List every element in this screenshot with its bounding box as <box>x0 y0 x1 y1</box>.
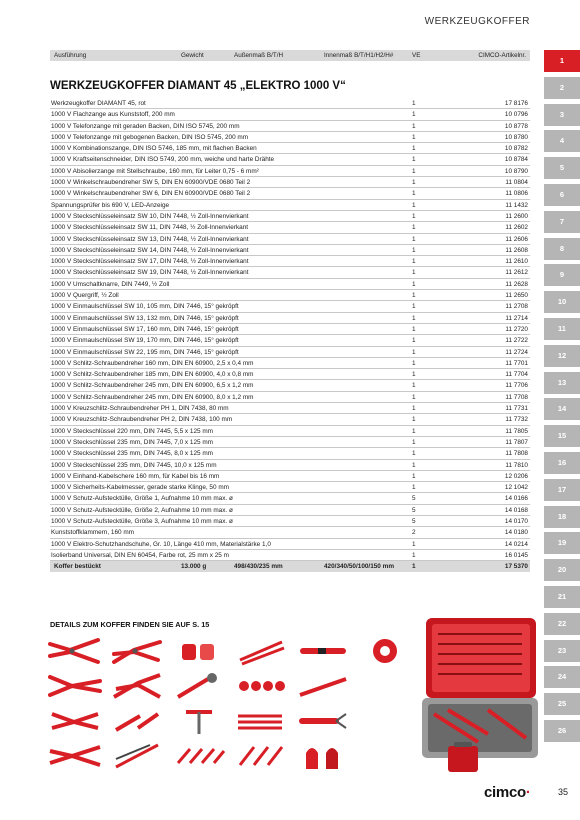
row-quantity: 1 <box>412 269 416 277</box>
tool-image <box>172 636 226 666</box>
table-row <box>50 460 530 471</box>
row-description: 1000 V Kreuzschlitz-Schraubendreher PH 2, DIN 7438, 100 mm <box>51 416 233 424</box>
table-row <box>50 245 530 256</box>
table-row <box>50 98 530 109</box>
row-quantity: 2 <box>412 529 416 537</box>
table-row <box>50 505 530 516</box>
row-article-number: 14 0180 <box>504 529 528 537</box>
row-article-number: 11 7731 <box>505 405 528 413</box>
t-handle-image <box>172 706 226 736</box>
row-description: 1000 V Kreuzschlitz-Schraubendreher PH 1, DIN 7438, 80 mm <box>51 405 229 413</box>
table-row <box>50 414 530 425</box>
table-row <box>50 313 530 324</box>
row-article-number: 11 7807 <box>505 438 528 446</box>
table-row <box>50 267 530 278</box>
row-article-number: 12 0206 <box>504 472 528 480</box>
row-description: 1000 V Schlitz-Schraubendreher 160 mm, DIN EN 60900, 2,5 x 0,4 mm <box>51 359 254 367</box>
chapter-tab-16[interactable]: 16 <box>544 452 580 474</box>
table-row <box>50 143 530 154</box>
table-row <box>50 154 530 165</box>
row-quantity: 5 <box>412 517 416 525</box>
table-row <box>50 200 530 211</box>
chapter-tab-22[interactable]: 22 <box>544 613 580 635</box>
table-row <box>50 301 530 312</box>
table-row <box>50 324 530 335</box>
table-row <box>50 188 530 199</box>
row-quantity: 1 <box>412 393 416 401</box>
row-article-number: 16 0145 <box>504 551 528 559</box>
row-quantity: 1 <box>412 348 416 356</box>
row-article-number: 11 2600 <box>505 212 528 220</box>
row-quantity: 5 <box>412 495 416 503</box>
row-description: 1000 V Steckschlüssel 235 mm, DIN 7445, 10,0 x 125 mm <box>51 461 217 469</box>
row-quantity: 1 <box>412 427 416 435</box>
row-description: 1000 V Kombinationszange, DIN ISO 5746, 185 mm, mit flachen Backen <box>51 145 257 153</box>
ratchet-image <box>172 671 226 701</box>
tool-case-photo <box>418 614 542 780</box>
row-description: 1000 V Telefonzange mit geraden Backen, DIN ISO 5745, 200 mm <box>51 122 240 130</box>
row-description: 1000 V Steckschlüsseleinsatz SW 13, DIN 7448, ½ Zoll-Innenvierkant <box>51 235 249 243</box>
row-description: Spannungsprüfer bis 690 V, LED-Anzeige <box>51 201 170 209</box>
row-quantity: 1 <box>412 371 416 379</box>
row-article-number: 10 8784 <box>504 156 528 164</box>
row-quantity: 1 <box>412 359 416 367</box>
total-ve: 1 <box>412 563 416 571</box>
section-title: WERKZEUGKOFFER DIAMANT 45 „ELEKTRO 1000 V“ <box>50 80 346 92</box>
cable-cutter-image <box>110 671 164 701</box>
row-article-number: 10 8782 <box>504 145 528 153</box>
chapter-tab-23[interactable]: 23 <box>544 640 580 662</box>
socket-wrench-image <box>234 741 288 771</box>
chapter-tab-10[interactable]: 10 <box>544 291 580 313</box>
total-inner-size: 420/340/50/100/150 mm <box>324 563 395 571</box>
row-description: 1000 V Steckschlüsseleinsatz SW 10, DIN 7448, ½ Zoll-Innenvierkant <box>51 212 249 220</box>
row-article-number: 14 0166 <box>504 495 528 503</box>
table-row <box>50 347 530 358</box>
total-weight: 13.000 g <box>181 563 207 571</box>
col-innenmass: Innenmaß B/T/H1/H2/H# <box>324 52 394 59</box>
row-article-number: 11 2714 <box>505 314 528 322</box>
table-row <box>50 256 530 267</box>
chapter-tab-19[interactable]: 19 <box>544 532 580 554</box>
row-quantity: 1 <box>412 122 416 130</box>
table-row <box>50 222 530 233</box>
row-article-number: 11 2708 <box>505 303 528 311</box>
row-description: 1000 V Einhand-Kabelschere 160 mm, für Kabel bis 16 mm <box>51 472 220 480</box>
table-row <box>50 166 530 177</box>
pliers-image <box>110 636 164 666</box>
pliers-image <box>48 741 102 771</box>
row-description: 1000 V Einmaulschlüssel SW 10, 105 mm, DIN 7446, 15° gekröpft <box>51 303 239 311</box>
table-row <box>50 482 530 493</box>
row-description: 1000 V Schlitz-Schraubendreher 245 mm, DIN EN 60900, 6,5 x 1,2 mm <box>51 382 254 390</box>
row-quantity: 1 <box>412 167 416 175</box>
chapter-tab-13[interactable]: 13 <box>544 372 580 394</box>
row-article-number: 11 7704 <box>505 371 528 379</box>
table-row <box>50 234 530 245</box>
row-quantity: 1 <box>412 303 416 311</box>
col-aussenmass: Außenmaß B/T/H <box>234 52 283 59</box>
row-description: 1000 V Schutz-Aufstecktülle, Größe 1, Aufnahme 10 mm max. ø <box>51 495 233 503</box>
table-row <box>50 211 530 222</box>
clamp-image <box>296 706 350 736</box>
logo-mark: · <box>525 784 531 801</box>
row-quantity: 1 <box>412 484 416 492</box>
gloves-image <box>296 741 350 771</box>
total-article-number: 17 5370 <box>504 563 528 571</box>
row-description: 1000 V Schlitz-Schraubendreher 185 mm, DIN EN 60900, 4,0 x 0,8 mm <box>51 371 254 379</box>
row-quantity: 1 <box>412 461 416 469</box>
table-row <box>50 392 530 403</box>
row-quantity: 1 <box>412 325 416 333</box>
col-ausfuehrung: Ausführung <box>54 52 87 59</box>
table-row <box>50 279 530 290</box>
row-description: 1000 V Schutz-Aufstecktülle, Größe 3, Aufnahme 10 mm max. ø <box>51 517 233 525</box>
row-quantity: 1 <box>412 551 416 559</box>
col-ve: VE <box>412 52 421 59</box>
row-article-number: 11 7708 <box>505 393 528 401</box>
row-description: 1000 V Quergriff, ½ Zoll <box>51 292 119 300</box>
table-row <box>50 403 530 414</box>
table-row <box>50 550 530 561</box>
row-article-number: 11 7706 <box>505 382 528 390</box>
row-description: 1000 V Steckschlüssel 220 mm, DIN 7445, 5,5 x 125 mm <box>51 427 213 435</box>
column-header-bar <box>50 50 530 61</box>
chapter-tab-12[interactable]: 12 <box>544 345 580 367</box>
chapter-tab-14[interactable]: 14 <box>544 398 580 420</box>
details-title: DETAILS ZUM KOFFER FINDEN SIE AUF S. 15 <box>50 620 210 629</box>
row-quantity: 1 <box>412 540 416 548</box>
row-quantity: 1 <box>412 212 416 220</box>
voltage-tester-image <box>110 741 164 771</box>
row-article-number: 11 7732 <box>505 416 528 424</box>
row-quantity: 1 <box>412 472 416 480</box>
row-article-number: 12 1042 <box>504 484 528 492</box>
row-description: 1000 V Steckschlüsseleinsatz SW 19, DIN 7448, ½ Zoll-Innenvierkant <box>51 269 249 277</box>
row-description: 1000 V Sicherheits-Kabelmesser, gerade starke Klinge, 50 mm <box>51 484 229 492</box>
chapter-tab-6[interactable]: 6 <box>544 184 580 206</box>
row-description: 1000 V Steckschlüssel 235 mm, DIN 7445, 8,0 x 125 mm <box>51 450 213 458</box>
row-article-number: 10 0796 <box>504 111 528 119</box>
chapter-tab-18[interactable]: 18 <box>544 506 580 528</box>
col-gewicht: Gewicht <box>181 52 204 59</box>
row-description: 1000 V Winkelschraubendreher SW 6, DIN EN 60900/VDE 0680 Teil 2 <box>51 190 251 198</box>
socket-set-image <box>234 671 288 701</box>
screwdriver-image <box>234 636 288 666</box>
row-quantity: 1 <box>412 314 416 322</box>
insulating-tape-image <box>358 636 412 666</box>
row-article-number: 11 2612 <box>505 269 528 277</box>
row-description: 1000 V Elektro-Schutzhandschuhe, Gr. 10, Länge 410 mm, Materialstärke 1,0 <box>51 540 271 548</box>
wrench-image <box>110 706 164 736</box>
chapter-tab-24[interactable]: 24 <box>544 666 580 688</box>
table-row <box>50 177 530 188</box>
row-article-number: 11 2602 <box>505 224 528 232</box>
total-row <box>50 561 530 572</box>
row-article-number: 11 2610 <box>505 258 528 266</box>
table-row <box>50 539 530 550</box>
table-row <box>50 290 530 301</box>
table-row <box>50 493 530 504</box>
wrench-set-image <box>172 741 226 771</box>
row-quantity: 1 <box>412 100 416 107</box>
row-article-number: 11 7701 <box>505 359 528 367</box>
row-description: Kunststoffklammern, 160 mm <box>51 529 134 537</box>
logo-text: cimco <box>484 784 526 801</box>
pliers-image <box>48 706 102 736</box>
table-row <box>50 380 530 391</box>
row-article-number: 14 0170 <box>504 517 528 525</box>
row-description: Werkzeugkoffer DIAMANT 45, rot <box>51 100 146 107</box>
row-quantity: 1 <box>412 235 416 243</box>
row-description: 1000 V Steckschlüsseleinsatz SW 11, DIN 7448, ½ Zoll-Innenvierkant <box>51 224 249 232</box>
row-article-number: 11 7810 <box>505 461 528 469</box>
row-article-number: 11 2606 <box>505 235 528 243</box>
chapter-tab-3[interactable]: 3 <box>544 104 580 126</box>
table-row <box>50 426 530 437</box>
table-row <box>50 369 530 380</box>
row-description: 1000 V Kraftseitenschneider, DIN ISO 5749, 200 mm, weiche und harte Drähte <box>51 156 275 164</box>
row-description: Isolierband Universal, DIN EN 60454, Farbe rot, 25 mm x 25 m <box>51 551 229 559</box>
chapter-tab-11[interactable]: 11 <box>544 318 580 340</box>
row-quantity: 1 <box>412 416 416 424</box>
row-description: 1000 V Schutz-Aufstecktülle, Größe 2, Aufnahme 10 mm max. ø <box>51 506 233 514</box>
row-quantity: 1 <box>412 258 416 266</box>
row-quantity: 1 <box>412 405 416 413</box>
row-article-number: 11 2650 <box>505 292 528 300</box>
pliers-image <box>48 671 102 701</box>
row-description: 1000 V Steckschlüssel 235 mm, DIN 7445, 7,0 x 125 mm <box>51 438 213 446</box>
row-article-number: 11 2628 <box>505 280 528 288</box>
row-article-number: 14 0168 <box>504 506 528 514</box>
row-quantity: 1 <box>412 438 416 446</box>
row-description: 1000 V Steckschlüsseleinsatz SW 14, DIN 7448, ½ Zoll-Innenvierkant <box>51 246 249 254</box>
page-number: 35 <box>557 787 568 797</box>
table-row <box>50 121 530 132</box>
product-table <box>50 98 530 572</box>
row-description: 1000 V Telefonzange mit gebogenen Backen, DIN ISO 5745, 200 mm <box>51 133 249 141</box>
row-description: 1000 V Einmaulschlüssel SW 19, 170 mm, DIN 7446, 15° gekröpft <box>51 337 239 345</box>
row-article-number: 11 7805 <box>505 427 528 435</box>
row-quantity: 1 <box>412 156 416 164</box>
chapter-tab-25[interactable]: 25 <box>544 693 580 715</box>
row-article-number: 11 2720 <box>505 325 528 333</box>
row-quantity: 5 <box>412 506 416 514</box>
chapter-tab-7[interactable]: 7 <box>544 211 580 233</box>
row-article-number: 11 7808 <box>505 450 528 458</box>
row-article-number: 14 0214 <box>504 540 528 548</box>
row-description: 1000 V Umschaltknarre, DIN 7449, ½ Zoll <box>51 280 170 288</box>
table-row <box>50 437 530 448</box>
chapter-tab-9[interactable]: 9 <box>544 264 580 286</box>
tool-thumbnails <box>48 636 408 776</box>
total-label: Koffer bestückt <box>54 563 101 571</box>
row-description: 1000 V Steckschlüsseleinsatz SW 17, DIN 7448, ½ Zoll-Innenvierkant <box>51 258 249 266</box>
table-row <box>50 132 530 143</box>
chapter-tab-15[interactable]: 15 <box>544 425 580 447</box>
row-quantity: 1 <box>412 111 416 119</box>
row-quantity: 1 <box>412 337 416 345</box>
row-article-number: 11 2722 <box>505 337 528 345</box>
row-quantity: 1 <box>412 133 416 141</box>
table-row <box>50 335 530 346</box>
row-article-number: 10 8790 <box>504 167 528 175</box>
row-description: 1000 V Einmaulschlüssel SW 17, 160 mm, DIN 7446, 15° gekröpft <box>51 325 239 333</box>
chapter-tab-26[interactable]: 26 <box>544 720 580 742</box>
table-row <box>50 516 530 527</box>
total-outer-size: 498/430/235 mm <box>234 563 283 571</box>
row-description: 1000 V Winkelschraubendreher SW 5, DIN EN 60900/VDE 0680 Teil 2 <box>51 179 251 187</box>
row-quantity: 1 <box>412 382 416 390</box>
row-description: 1000 V Flachzange aus Kunststoff, 200 mm <box>51 111 175 119</box>
row-quantity: 1 <box>412 450 416 458</box>
table-row <box>50 358 530 369</box>
chapter-tab-21[interactable]: 21 <box>544 586 580 608</box>
voltage-tester-image <box>296 636 350 666</box>
table-row <box>50 109 530 120</box>
chapter-tab-5[interactable]: 5 <box>544 157 580 179</box>
row-article-number: 11 2724 <box>505 348 528 356</box>
row-quantity: 1 <box>412 190 416 198</box>
row-article-number: 10 8780 <box>504 133 528 141</box>
row-quantity: 1 <box>412 280 416 288</box>
chapter-tab-1[interactable]: 1 <box>544 50 580 72</box>
row-article-number: 11 1432 <box>505 201 528 209</box>
chapter-tab-8[interactable]: 8 <box>544 238 580 260</box>
row-description: 1000 V Abisolierzange mit Stellschraube, 160 mm, für Leiter 0,75 - 6 mm² <box>51 167 259 175</box>
pliers-image <box>48 636 102 666</box>
row-quantity: 1 <box>412 292 416 300</box>
screwdriver-set-image <box>234 706 288 736</box>
row-description: 1000 V Schlitz-Schraubendreher 245 mm, DIN EN 60900, 8,0 x 1,2 mm <box>51 393 254 401</box>
row-quantity: 1 <box>412 224 416 232</box>
cimco-logo <box>484 784 531 801</box>
screwdriver-image <box>296 671 350 701</box>
table-row <box>50 527 530 538</box>
row-description: 1000 V Einmaulschlüssel SW 22, 195 mm, DIN 7446, 15° gekröpft <box>51 348 239 356</box>
row-quantity: 1 <box>412 179 416 187</box>
row-article-number: 11 0804 <box>505 179 528 187</box>
row-quantity: 1 <box>412 145 416 153</box>
row-description: 1000 V Einmaulschlüssel SW 13, 132 mm, DIN 7446, 15° gekröpft <box>51 314 239 322</box>
chapter-tab-4[interactable]: 4 <box>544 130 580 152</box>
row-article-number: 11 0806 <box>505 190 528 198</box>
col-artikel: CIMCO-Artikelnr. <box>478 52 526 59</box>
row-article-number: 10 8778 <box>504 122 528 130</box>
row-quantity: 1 <box>412 246 416 254</box>
chapter-tab-2[interactable]: 2 <box>544 77 580 99</box>
row-article-number: 11 2608 <box>505 246 528 254</box>
chapter-tab-20[interactable]: 20 <box>544 559 580 581</box>
chapter-tab-17[interactable]: 17 <box>544 479 580 501</box>
row-article-number: 17 8176 <box>504 100 528 107</box>
header-title: WERKZEUGKOFFER <box>424 16 530 27</box>
table-row <box>50 448 530 459</box>
table-row <box>50 471 530 482</box>
row-quantity: 1 <box>412 201 416 209</box>
